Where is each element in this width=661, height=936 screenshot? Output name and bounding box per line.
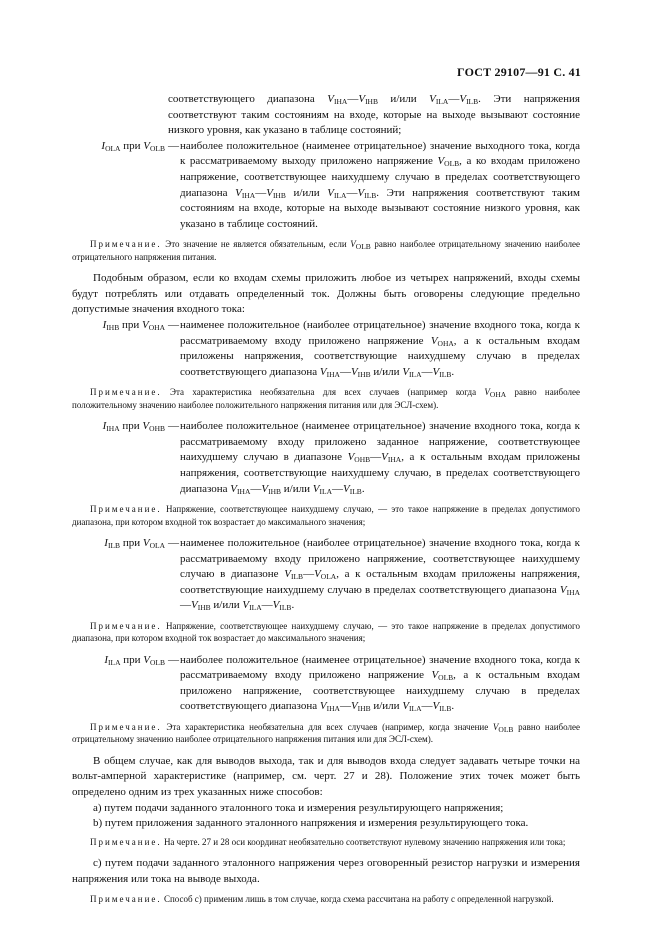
definition-term: $I_{OLA}$ при $V_{OLB}$ <box>101 139 165 153</box>
note-1: Примечание. Это значение не является обязательным, если $V_{OLB}$ равно наиболее отрицательному значению наиболее отрицательного напряжения питания. <box>72 239 580 262</box>
definition-dash: — <box>168 420 179 433</box>
page-header: ГОСТ 29107—91 С. 41 <box>457 65 581 79</box>
definition-body: наиболее положительное (наименее отрицательное) значение входного тока, когда к рассматриваемому входу приложено заданное напряжение, соответствующее наихудшему случаю в диапазоне $V_{OHB}—V_{IHA}$, а к остальным входам приложены напряжения, соответствующие наихудшему случаю, в пределах соответствующего диапазона $V_{IHA}—V_{IHB}$ и/или $V_{ILA}—V_{ILB}$. <box>180 420 580 496</box>
definition-iila <box>72 653 580 715</box>
definition-body: наиболее положительное (наименее отрицательное) значение входного тока, когда к рассматриваемому входу приложено напряжение $V_{OLB}$, а к остальным входам приложено напряжение, соответствующее наихудшему случаю в пределах соответствующего диапазона $V_{IHA}—V_{IHB}$ и/или $V_{ILA}—V_{ILB}$. <box>180 653 580 714</box>
definition-iihb <box>72 318 580 380</box>
note-7: Примечание. Способ с) применим лишь в том случае, когда схема рассчитана на работу с определенной нагрузкой. <box>90 894 554 905</box>
definition-iola <box>72 139 580 233</box>
definition-dash: — <box>168 536 179 549</box>
list-item-b: b) путем приложения заданного эталонного напряжения и измерения результирующего тока. <box>93 817 529 830</box>
definition-dash: — <box>168 139 179 152</box>
note-4: Примечание. Напряжение, соответствующее наихудшему случаю, — это такое напряжение в пределах допустимого диапазона, при котором входной ток возрастает до максимального значения; <box>72 620 580 644</box>
definition-body: наиболее положительное (наименее отрицательное) значение выходного тока, когда к рассматриваемому выходу приложено напряжение $V_{OLB}$, а ко входам приложено напряжение, соответствующее наихудшему случаю в пределах соответствующего диапазона $V_{IHA}—V_{IHB}$ и/или $V_{ILA}—V_{ILB}$. Эти напряжения соответствуют таким состояниям на входе, которые на выходе вызывают состояние низкого уровня, как указано в таблице состояний. <box>180 139 580 230</box>
definition-body: наименее положительное (наиболее отрицательное) значение входного тока, когда к рассматриваемому входу приложено напряжение $V_{OHA}$, а к остальным входам приложены напряжения, соответствующие наихудшему случаю в пределах соответствующего диапазона $V_{IHA}—V_{IHB}$ и/или $V_{ILA}—V_{ILB}$. <box>180 318 580 379</box>
definition-term: $I_{IHA}$ при $V_{OHB}$ <box>102 420 165 434</box>
definition-term: $I_{ILA}$ при $V_{OLB}$ <box>104 653 165 667</box>
list-item-a: а) путем подачи заданного эталонного тока и измерения результирующего напряжения; <box>93 801 504 814</box>
definition-iiha <box>72 419 580 497</box>
page-content <box>72 92 580 906</box>
definition-continuation: соответствующего диапазона $V_{IHA}—V_{IHB}$ и/или $V_{ILA}—V_{ILB}$. Эти напряжения соответствуют таким состояниям на входе, которые на выходе вызывают состояние низкого уровня, как указано в таблице состояний; <box>168 93 580 137</box>
note-2: Примечание. Эта характеристика необязательна для всех случаев (например когда $V_{OHA}$ равно наиболее положительному значению наиболее положительного напряжения питания или для ЭСЛ-схем). <box>72 387 580 410</box>
definition-dash: — <box>168 318 179 331</box>
paragraph-four-points: В общем случае, как для выводов выхода, так и для выводов входа следует задавать четыре точки на вольт-амперной характеристике (например, см. черт. 27 и 28). Положение этих точек может быть определено одним из трех указанных ниже способов: <box>72 754 580 799</box>
definition-dash: — <box>168 653 179 666</box>
definition-term: $I_{ILB}$ при $V_{OLA}$ <box>104 536 165 550</box>
definition-term: $I_{IHB}$ при $V_{OHA}$ <box>102 318 165 332</box>
note-3: Примечание. Напряжение, соответствующее наихудшему случаю, — это такое напряжение в пределах допустимого диапазона, при котором входной ток возрастает до максимального значения; <box>72 504 580 527</box>
definition-iilb <box>72 536 580 614</box>
note-5: Примечание. Эта характеристика необязательна для всех случаев (например, когда значение $V_{OLB}$ равно наиболее отрицательному значению наиболее отрицательного напряжения питания или для ЭСЛ-схем). <box>72 722 580 745</box>
definition-body: наименее положительное (наиболее отрицательное) значение входного тока, когда к рассматриваемому входу приложено напряжение, соответствующее наихудшему случаю в диапазоне $V_{ILB}—V_{OLA}$, а к остальным входам приложены напряжения, соответствующие наихудшему случаю в пределах соответствующего диапазона $V_{IHA}—V_{IHB}$ и/или $V_{ILA}—V_{ILB}$. <box>180 536 580 613</box>
paragraph-input-current: Подобным образом, если ко входам схемы приложить любое из четырех напряжений, входы схемы будут потреблять или отдавать определенный ток. Должны быть оговорены следующие предельно допустимые значения входного тока: <box>72 272 580 316</box>
list-item-c: с) путем подачи заданного эталонного напряжения через оговоренный резистор нагрузки и измерения напряжения или тока на выводе выхода. <box>72 857 580 885</box>
note-6: Примечание. На черте. 27 и 28 оси координат необязательно соответствуют нулевому значению напряжения или тока; <box>90 836 566 847</box>
